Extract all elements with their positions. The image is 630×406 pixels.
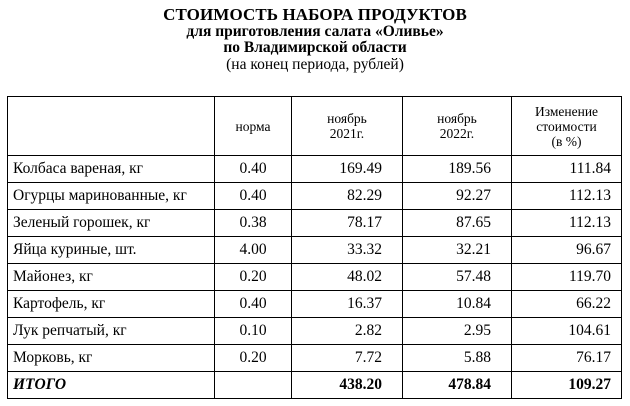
- cell-norm: 0.40: [215, 156, 292, 183]
- table-row: [8, 210, 622, 237]
- cell-nov-2021: 82.29: [292, 183, 403, 210]
- cell-change: 112.13: [512, 183, 622, 210]
- cell-nov-2022: 57.48: [403, 264, 512, 291]
- cell-nov-2021: 78.17: [292, 210, 403, 237]
- cell-change: 119.70: [512, 264, 622, 291]
- cell-total-change: 109.27: [512, 372, 622, 399]
- cell-total-norm: [215, 372, 292, 399]
- cell-product: Картофель, кг: [8, 291, 215, 318]
- title-subtitle: (на конец периода, рублей): [226, 56, 404, 73]
- cell-change: 104.61: [512, 318, 622, 345]
- cell-total-nov-2022: 478.84: [403, 372, 512, 399]
- cell-total-nov-2021: 438.20: [292, 372, 403, 399]
- cell-product: Яйца куриные, шт.: [8, 237, 215, 264]
- cell-nov-2021: 169.49: [292, 156, 403, 183]
- cell-product: Колбаса вареная, кг: [8, 156, 215, 183]
- header-change: Изменение стоимости (в %): [512, 97, 622, 156]
- cell-nov-2021: 16.37: [292, 291, 403, 318]
- cell-norm: 4.00: [215, 237, 292, 264]
- table-row: [8, 183, 622, 210]
- price-table: [7, 96, 622, 399]
- cell-norm: 0.20: [215, 345, 292, 372]
- cell-nov-2021: 48.02: [292, 264, 403, 291]
- header-norm: норма: [215, 97, 292, 156]
- cell-product: Зеленый горошек, кг: [8, 210, 215, 237]
- cell-norm: 0.40: [215, 183, 292, 210]
- cell-nov-2022: 189.56: [403, 156, 512, 183]
- header-nov-2021: ноябрь 2021г.: [292, 97, 403, 156]
- cell-change: 76.17: [512, 345, 622, 372]
- table-row: [8, 237, 622, 264]
- cell-product: Морковь, кг: [8, 345, 215, 372]
- table-row: [8, 264, 622, 291]
- cell-nov-2022: 87.65: [403, 210, 512, 237]
- table-header-row: [8, 97, 622, 156]
- cell-nov-2021: 2.82: [292, 318, 403, 345]
- table-row: [8, 318, 622, 345]
- cell-norm: 0.20: [215, 264, 292, 291]
- cell-product: Майонез, кг: [8, 264, 215, 291]
- cell-change: 111.84: [512, 156, 622, 183]
- table-row: [8, 291, 622, 318]
- header-product: [8, 97, 215, 156]
- title-line-3: по Владимирской области: [223, 39, 407, 56]
- cell-change: 112.13: [512, 210, 622, 237]
- table-total-row: [8, 372, 622, 399]
- cell-nov-2022: 32.21: [403, 237, 512, 264]
- cell-nov-2022: 92.27: [403, 183, 512, 210]
- cell-product: Лук репчатый, кг: [8, 318, 215, 345]
- title-line-2: для приготовления салата «Оливье»: [186, 23, 444, 40]
- cell-norm: 0.38: [215, 210, 292, 237]
- cell-product: Огурцы маринованные, кг: [8, 183, 215, 210]
- table-row: [8, 345, 622, 372]
- document-title: [0, 6, 630, 73]
- table-row: [8, 156, 622, 183]
- cell-nov-2021: 7.72: [292, 345, 403, 372]
- cell-nov-2021: 33.32: [292, 237, 403, 264]
- cell-change: 66.22: [512, 291, 622, 318]
- header-nov-2022: ноябрь 2022г.: [403, 97, 512, 156]
- title-line-1: СТОИМОСТЬ НАБОРА ПРОДУКТОВ: [163, 5, 467, 24]
- cell-norm: 0.40: [215, 291, 292, 318]
- cell-nov-2022: 10.84: [403, 291, 512, 318]
- cell-total-label: ИТОГО: [8, 372, 215, 399]
- cell-norm: 0.10: [215, 318, 292, 345]
- cell-nov-2022: 2.95: [403, 318, 512, 345]
- cell-change: 96.67: [512, 237, 622, 264]
- cell-nov-2022: 5.88: [403, 345, 512, 372]
